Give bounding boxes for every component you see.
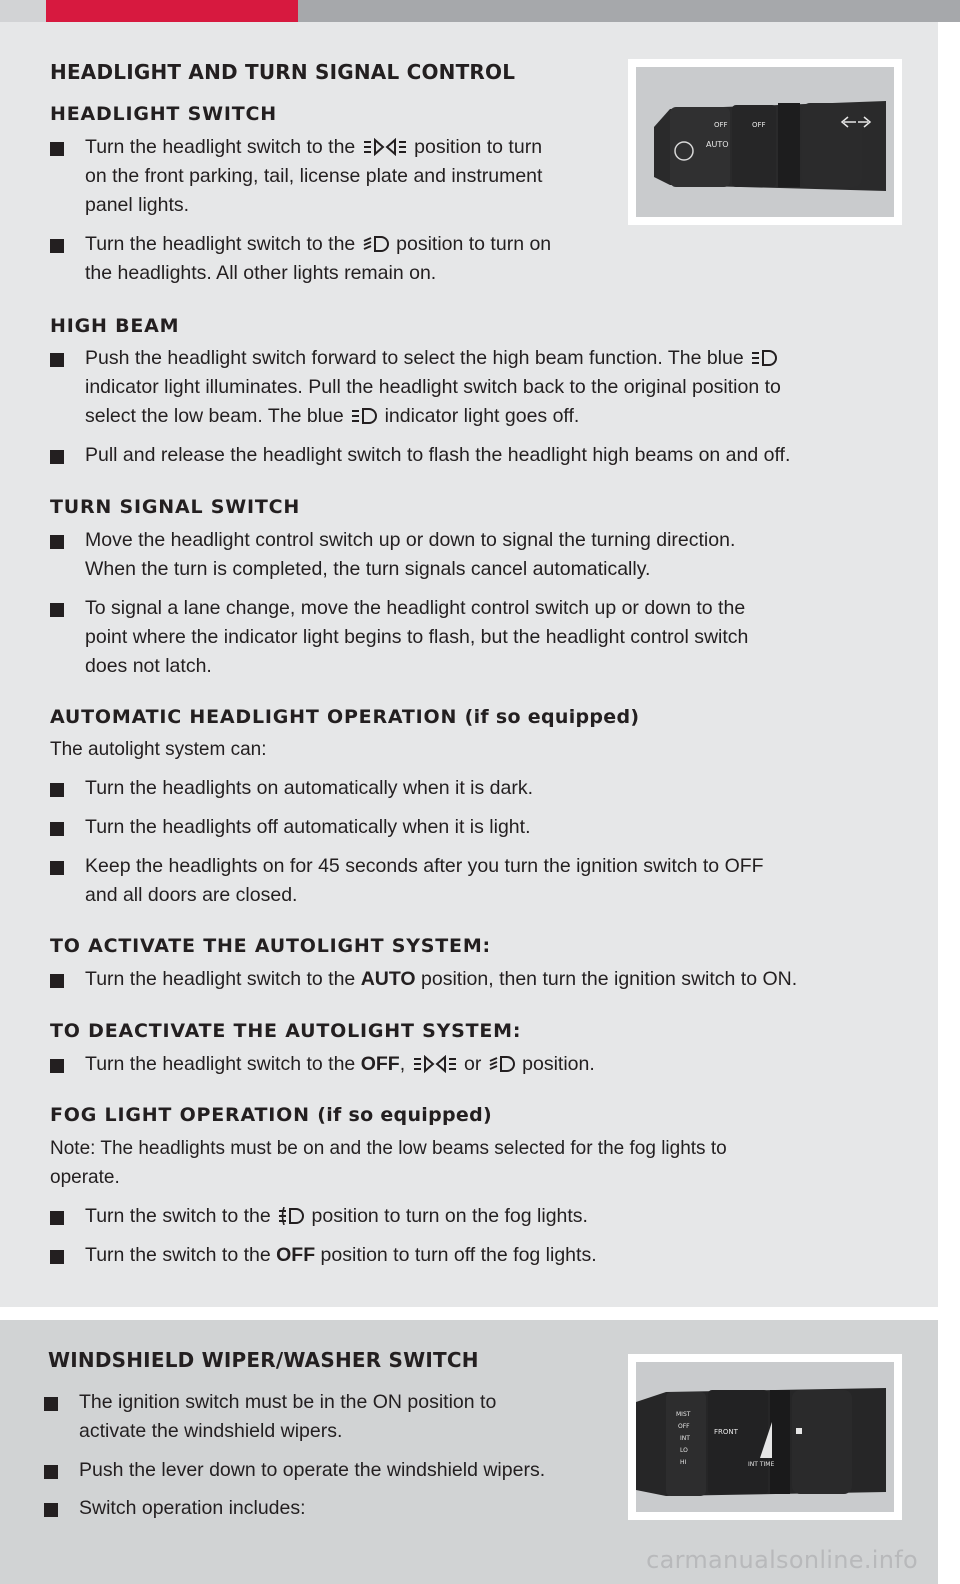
stalk-label-front: FRONT bbox=[714, 1428, 738, 1436]
low-beam-icon bbox=[363, 235, 389, 253]
bullet-square bbox=[50, 239, 64, 253]
high-beam-heading: HIGH BEAM bbox=[50, 315, 180, 337]
bullet-square bbox=[50, 974, 64, 988]
bullet-square bbox=[50, 353, 64, 367]
high-beam-icon bbox=[351, 407, 377, 425]
wiper-switch-photo bbox=[628, 1354, 902, 1520]
section-title: HEADLIGHT AND TURN SIGNAL CONTROL bbox=[50, 60, 516, 84]
top-bar-accent-segment bbox=[46, 0, 298, 22]
bullet-square bbox=[50, 783, 64, 797]
list-item: Turn the headlight switch to the position to turn on the headlights. All other lights remain on. bbox=[50, 230, 610, 288]
stalk-label-off1: OFF bbox=[714, 121, 728, 129]
activate-heading: TO ACTIVATE THE AUTOLIGHT SYSTEM: bbox=[50, 935, 491, 957]
list-item: Turn the headlight switch to the AUTO position, then turn the ignition switch to ON. bbox=[50, 965, 910, 994]
watermark: carmanualsonline.info bbox=[646, 1546, 918, 1574]
stalk-label-lo: LO bbox=[680, 1447, 688, 1454]
stalk-label-int: INT bbox=[680, 1435, 690, 1442]
parking-lights-icon bbox=[363, 138, 407, 156]
stalk-label-off: OFF bbox=[678, 1423, 690, 1430]
list-item: Keep the headlights on for 45 seconds after you turn the ignition switch to OFF and all doors are closed. bbox=[50, 852, 910, 910]
list-item: Turn the switch to the OFF position to turn off the fog lights. bbox=[50, 1241, 910, 1270]
bullet-square bbox=[50, 603, 64, 617]
bullet-square bbox=[50, 822, 64, 836]
wiper-panel bbox=[0, 1320, 938, 1584]
stalk-label-auto: AUTO bbox=[706, 140, 729, 149]
list-item: Pull and release the headlight switch to flash the headlight high beams on and off. bbox=[50, 441, 910, 470]
headlight-panel bbox=[0, 22, 938, 1307]
list-item: Turn the headlights on automatically when it is dark. bbox=[50, 774, 910, 803]
headlight-switch-photo bbox=[628, 59, 902, 225]
stalk-label-mist: MIST bbox=[676, 1411, 691, 1418]
list-item: The ignition switch must be in the ON position to activate the windshield wipers. bbox=[44, 1388, 614, 1446]
bullet-square bbox=[50, 861, 64, 875]
list-item: To signal a lane change, move the headlight control switch up or down to the point where the indicator light begins to flash, but the headlight control switch does not latch. bbox=[50, 594, 910, 681]
stalk-label-off2: OFF bbox=[752, 121, 766, 129]
list-item: Switch operation includes: bbox=[44, 1494, 614, 1523]
auto-headlight-heading: AUTOMATIC HEADLIGHT OPERATION (if so equipped) bbox=[50, 706, 640, 728]
fog-note-line2: operate. bbox=[50, 1167, 120, 1188]
fog-note-line1: Note: The headlights must be on and the low beams selected for the fog lights to bbox=[50, 1138, 727, 1159]
auto-headlight-intro: The autolight system can: bbox=[50, 739, 267, 760]
headlight-switch-heading: HEADLIGHT SWITCH bbox=[50, 103, 277, 125]
list-item: Push the headlight switch forward to select the high beam function. The blue indicator light illuminates. Pull the headlight switch back to the original position to select the low beam. The blue indicator light goes off. bbox=[50, 344, 910, 431]
bullet-square bbox=[44, 1397, 58, 1411]
bullet-square bbox=[44, 1503, 58, 1517]
list-item: Turn the switch to the position to turn on the fog lights. bbox=[50, 1202, 910, 1231]
bullet-square bbox=[50, 142, 64, 156]
bullet-square bbox=[50, 535, 64, 549]
list-item: Push the lever down to operate the windshield wipers. bbox=[44, 1456, 614, 1485]
deactivate-heading: TO DEACTIVATE THE AUTOLIGHT SYSTEM: bbox=[50, 1020, 522, 1042]
top-bar-light-segment bbox=[0, 0, 46, 22]
bullet-square bbox=[50, 1059, 64, 1073]
top-color-bar bbox=[0, 0, 960, 22]
wiper-stalk-image bbox=[636, 1362, 894, 1512]
bullet-square bbox=[50, 450, 64, 464]
bullet-square bbox=[50, 1250, 64, 1264]
stalk-label-hi: HI bbox=[680, 1459, 687, 1466]
wiper-section-title: WINDSHIELD WIPER/WASHER SWITCH bbox=[48, 1348, 479, 1372]
list-item: Turn the headlights off automatically when it is light. bbox=[50, 813, 910, 842]
stalk-label-int-time: INT TIME bbox=[748, 1461, 775, 1468]
turn-signal-heading: TURN SIGNAL SWITCH bbox=[50, 496, 301, 518]
fog-light-heading: FOG LIGHT OPERATION (if so equipped) bbox=[50, 1104, 492, 1126]
high-beam-icon bbox=[751, 349, 777, 367]
fog-light-icon bbox=[278, 1207, 304, 1225]
low-beam-icon bbox=[489, 1055, 515, 1073]
parking-lights-icon bbox=[413, 1055, 457, 1073]
list-item: Turn the headlight switch to the OFF, or position. bbox=[50, 1050, 910, 1079]
bullet-square bbox=[44, 1465, 58, 1479]
bullet-square bbox=[50, 1211, 64, 1225]
headlight-stalk-image bbox=[636, 67, 894, 217]
list-item: Turn the headlight switch to the position to turn on the front parking, tail, license plate and instrument panel lights. bbox=[50, 133, 610, 220]
list-item: Move the headlight control switch up or down to signal the turning direction. When the turn is completed, the turn signals cancel automatically. bbox=[50, 526, 910, 584]
